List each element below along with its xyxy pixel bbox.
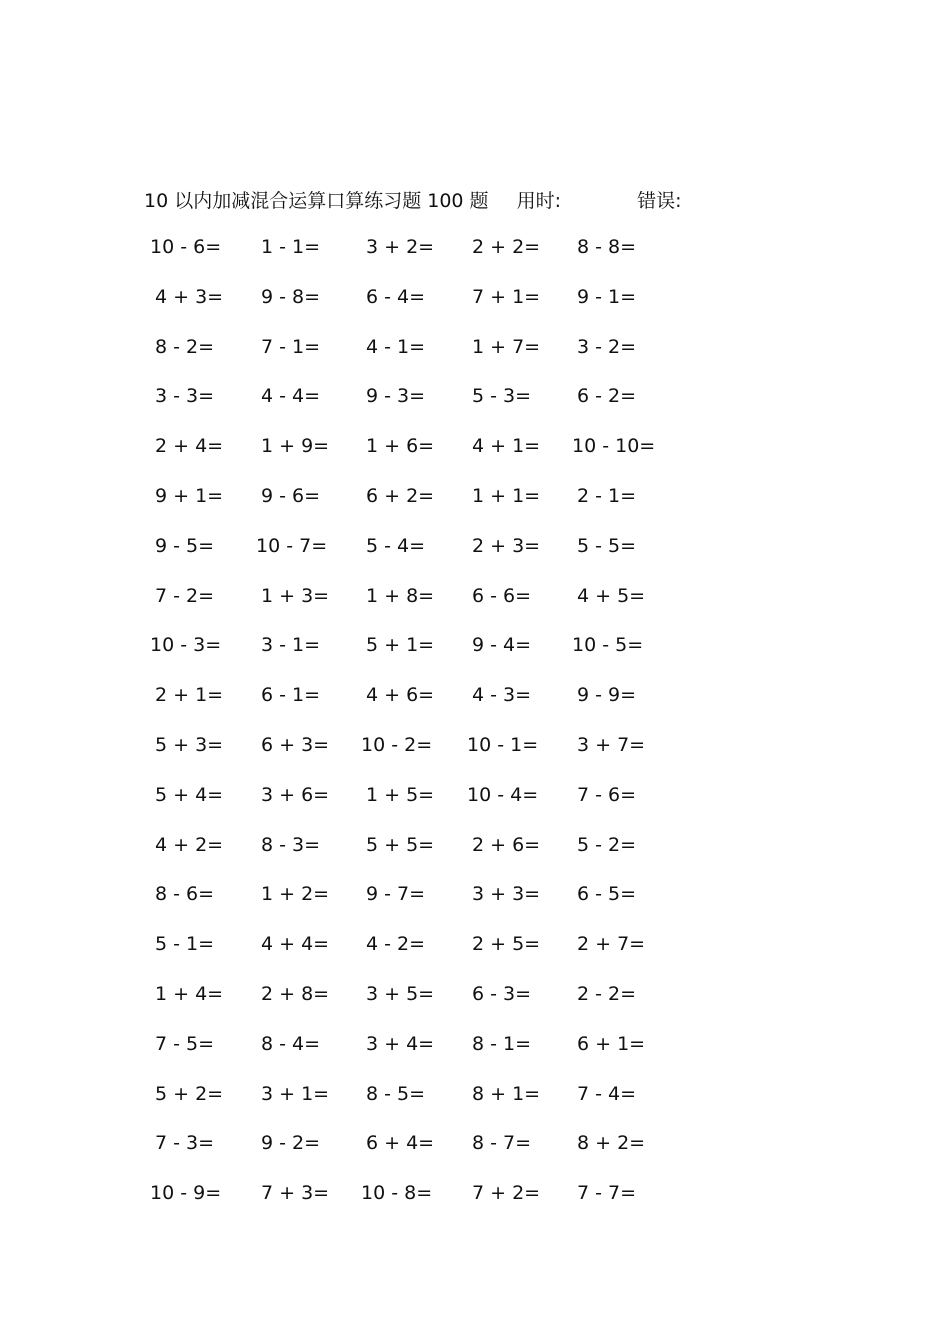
problem-row (140, 628, 700, 678)
math-problem: 6 - 2= (577, 385, 637, 408)
problem-row (140, 977, 700, 1027)
math-problem: 9 - 7= (366, 883, 426, 906)
math-problem: 9 - 6= (261, 484, 321, 507)
math-problem: 5 - 4= (366, 534, 426, 557)
math-problem: 4 + 1= (472, 435, 541, 458)
math-problem: 4 + 4= (261, 933, 330, 956)
problem-row (140, 778, 700, 828)
math-problem: 7 + 2= (472, 1182, 541, 1205)
math-problem: 8 - 3= (261, 833, 321, 856)
math-problem: 4 - 4= (261, 385, 321, 408)
math-problem: 5 - 5= (577, 534, 637, 557)
problem-row (140, 579, 700, 629)
math-problem: 10 - 2= (361, 733, 433, 756)
math-problem: 10 - 5= (572, 634, 644, 657)
math-problem: 8 - 7= (472, 1132, 532, 1155)
math-problem: 6 - 5= (577, 883, 637, 906)
math-problem: 9 - 9= (577, 684, 637, 707)
math-problem: 4 + 2= (155, 833, 224, 856)
problem-row (140, 828, 700, 878)
math-problem: 1 + 2= (261, 883, 330, 906)
math-problem: 3 - 2= (577, 335, 637, 358)
math-problem: 9 - 2= (261, 1132, 321, 1155)
math-problem: 5 - 3= (472, 385, 532, 408)
math-problem: 6 - 3= (472, 982, 532, 1005)
problem-row (140, 678, 700, 728)
math-problem: 1 + 4= (155, 982, 224, 1005)
math-problem: 4 + 3= (155, 285, 224, 308)
math-problem: 2 + 4= (155, 435, 224, 458)
math-problem: 5 + 2= (155, 1082, 224, 1105)
math-problem: 1 + 3= (261, 584, 330, 607)
problem-row (140, 927, 700, 977)
math-problem: 4 - 2= (366, 933, 426, 956)
math-problem: 1 - 1= (261, 236, 321, 258)
math-problem: 7 - 4= (577, 1082, 637, 1105)
problem-row (140, 280, 700, 330)
math-problem: 5 + 5= (366, 833, 435, 856)
math-problem: 1 + 9= (261, 435, 330, 458)
math-problem: 10 - 3= (150, 634, 222, 657)
problem-row (140, 379, 700, 429)
problem-row (140, 728, 700, 778)
math-problem: 6 + 2= (366, 484, 435, 507)
problem-row (140, 529, 700, 579)
math-problem: 9 - 3= (366, 385, 426, 408)
math-problem: 3 + 7= (577, 733, 646, 756)
math-problem: 10 - 6= (150, 236, 222, 258)
math-problem: 1 + 1= (472, 484, 541, 507)
math-problem: 5 - 1= (155, 933, 215, 956)
math-problem: 10 - 7= (256, 534, 328, 557)
math-problem: 6 - 4= (366, 285, 426, 308)
problem-row (140, 1027, 700, 1077)
math-problem: 4 - 3= (472, 684, 532, 707)
math-problem: 4 + 5= (577, 584, 646, 607)
worksheet-header (144, 186, 681, 213)
math-problem: 8 - 5= (366, 1082, 426, 1105)
problem-row (140, 1176, 700, 1226)
math-problem: 7 - 5= (155, 1032, 215, 1055)
math-problem: 3 + 5= (366, 982, 435, 1005)
math-problem: 5 + 3= (155, 733, 224, 756)
math-problem: 7 - 2= (155, 584, 215, 607)
math-problem: 2 - 1= (577, 484, 637, 507)
math-problem: 9 - 5= (155, 534, 215, 557)
problem-grid (140, 230, 700, 1226)
math-problem: 8 - 8= (577, 236, 637, 258)
math-problem: 1 + 7= (472, 335, 541, 358)
math-problem: 3 + 6= (261, 783, 330, 806)
math-problem: 4 - 1= (366, 335, 426, 358)
math-problem: 10 - 10= (572, 435, 656, 458)
math-problem: 1 + 5= (366, 783, 435, 806)
math-problem: 7 - 3= (155, 1132, 215, 1155)
problem-row (140, 429, 700, 479)
time-label: 用时: (516, 190, 562, 212)
math-problem: 9 + 1= (155, 484, 224, 507)
errors-label: 错误: (637, 190, 682, 212)
math-problem: 8 - 4= (261, 1032, 321, 1055)
math-problem: 3 + 4= (366, 1032, 435, 1055)
math-problem: 3 + 1= (261, 1082, 330, 1105)
math-problem: 3 + 2= (366, 236, 435, 258)
math-problem: 2 + 3= (472, 534, 541, 557)
math-problem: 5 + 1= (366, 634, 435, 657)
math-problem: 2 + 2= (472, 236, 541, 258)
worksheet-title: 10 以内加减混合运算口算练习题 100 题 (144, 190, 489, 212)
problem-row (140, 1077, 700, 1127)
math-problem: 2 + 8= (261, 982, 330, 1005)
problem-row (140, 877, 700, 927)
math-problem: 3 - 3= (155, 385, 215, 408)
math-problem: 3 + 3= (472, 883, 541, 906)
math-problem: 9 - 8= (261, 285, 321, 308)
math-problem: 6 + 4= (366, 1132, 435, 1155)
math-problem: 1 + 6= (366, 435, 435, 458)
problem-row (140, 230, 700, 280)
math-problem: 2 + 1= (155, 684, 224, 707)
math-problem: 8 + 2= (577, 1132, 646, 1155)
math-problem: 5 - 2= (577, 833, 637, 856)
math-problem: 4 + 6= (366, 684, 435, 707)
math-problem: 7 - 7= (577, 1182, 637, 1205)
math-problem: 7 - 6= (577, 783, 637, 806)
math-problem: 7 - 1= (261, 335, 321, 358)
math-problem: 6 - 1= (261, 684, 321, 707)
math-problem: 7 + 1= (472, 285, 541, 308)
math-problem: 2 + 5= (472, 933, 541, 956)
math-problem: 3 - 1= (261, 634, 321, 657)
math-problem: 8 - 6= (155, 883, 215, 906)
math-problem: 10 - 8= (361, 1182, 433, 1205)
problem-row (140, 1126, 700, 1176)
math-problem: 5 + 4= (155, 783, 224, 806)
math-problem: 7 + 3= (261, 1182, 330, 1205)
math-problem: 2 + 6= (472, 833, 541, 856)
math-problem: 8 - 2= (155, 335, 215, 358)
math-problem: 10 - 1= (467, 733, 539, 756)
math-problem: 8 + 1= (472, 1082, 541, 1105)
math-problem: 10 - 9= (150, 1182, 222, 1205)
math-problem: 9 - 1= (577, 285, 637, 308)
math-problem: 1 + 8= (366, 584, 435, 607)
math-problem: 2 - 2= (577, 982, 637, 1005)
math-problem: 6 + 1= (577, 1032, 646, 1055)
math-problem: 2 + 7= (577, 933, 646, 956)
problem-row (140, 479, 700, 529)
math-problem: 10 - 4= (467, 783, 539, 806)
problem-row (140, 330, 700, 380)
math-problem: 6 - 6= (472, 584, 532, 607)
math-problem: 6 + 3= (261, 733, 330, 756)
math-problem: 8 - 1= (472, 1032, 532, 1055)
math-problem: 9 - 4= (472, 634, 532, 657)
